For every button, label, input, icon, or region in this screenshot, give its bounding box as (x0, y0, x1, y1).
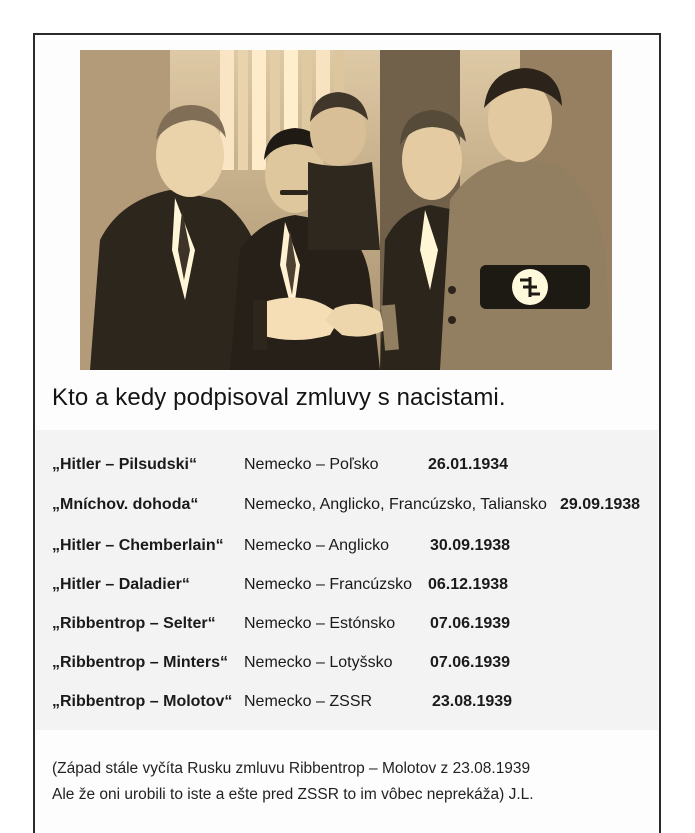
treaty-name: „Ribbentrop – Selter“ (52, 615, 216, 632)
treaty-date: 07.06.1939 (430, 615, 511, 632)
treaty-name: „Mníchov. dohoda“ (52, 496, 199, 513)
treaty-date: 30.09.1938 (430, 537, 511, 554)
treaty-parties: Nemecko – Lotyšsko (244, 654, 393, 671)
treaty-date: 07.06.1939 (430, 654, 511, 671)
treaty-row (0, 456, 695, 480)
treaty-row (0, 615, 695, 639)
treaty-row (0, 654, 695, 678)
treaty-parties: Nemecko – Francúzsko (244, 576, 413, 593)
treaty-date: 06.12.1938 (428, 576, 509, 593)
treaty-parties: Nemecko – ZSSR (244, 693, 373, 710)
treaty-row (0, 576, 695, 600)
note-line-2: Ale že oni urobili to iste a ešte pred ZSSR to im vôbec neprekáža) J.L. (52, 786, 534, 803)
treaty-date: 23.08.1939 (432, 693, 513, 710)
treaty-row (0, 693, 695, 717)
page-title: Kto a kedy podpisoval zmluvy s nacistami. (52, 384, 506, 411)
treaty-parties: Nemecko – Estónsko (244, 615, 396, 632)
treaty-parties: Nemecko, Anglicko, Francúzsko, Taliansko (244, 496, 547, 513)
treaty-row (0, 496, 695, 520)
note-line-1: (Západ stále vyčíta Rusku zmluvu Ribbentrop – Molotov z 23.08.1939 (52, 760, 531, 777)
treaty-parties: Nemecko – Anglicko (244, 537, 389, 554)
treaty-name: „Hitler – Daladier“ (52, 576, 190, 593)
treaty-name: „Ribbentrop – Molotov“ (52, 693, 233, 710)
treaty-date: 26.01.1934 (428, 456, 509, 473)
treaty-name: „Hitler – Chemberlain“ (52, 537, 224, 554)
historical-photo (80, 50, 612, 370)
treaty-parties: Nemecko – Poľsko (244, 456, 379, 473)
treaty-name: „Hitler – Pilsudski“ (52, 456, 197, 473)
treaty-date: 29.09.1938 (560, 496, 641, 513)
treaty-row (0, 537, 695, 561)
treaty-name: „Ribbentrop – Minters“ (52, 654, 229, 671)
